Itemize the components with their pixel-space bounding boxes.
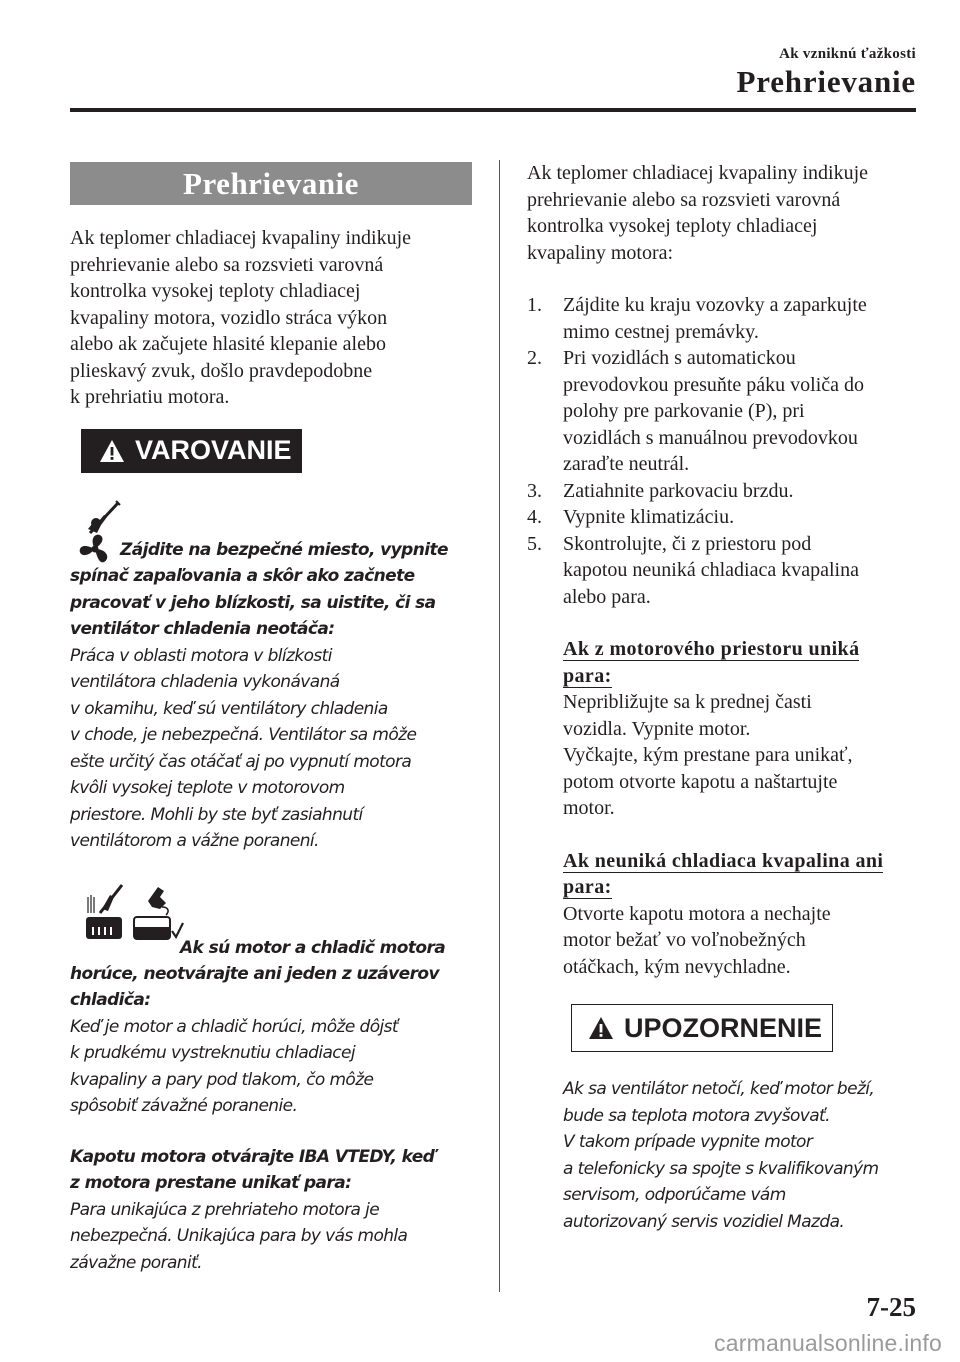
- step-text: kapotou neuniká chladiaca kvapalina: [563, 559, 859, 581]
- no-steam-instruction: motor bežať vo voľnobežných: [563, 929, 806, 951]
- intro-line: alebo ak začujete hlasité klepanie alebo: [70, 333, 386, 355]
- intro-line: kvapaliny motora, vozidlo stráca výkon: [70, 306, 388, 329]
- no-hand-icon: [84, 499, 122, 535]
- warning-3-body: Para unikajúca z prehriateho motora je: [70, 1199, 380, 1220]
- intro-line: k prehriatiu motora.: [70, 386, 230, 408]
- caution-label: [571, 1004, 833, 1052]
- warning-1-body: v okamihu, keď sú ventilátory chladenia: [70, 698, 388, 719]
- step-text: Zatiahnite parkovaciu brzdu.: [563, 479, 794, 502]
- warning-1-body: Práca v oblasti motora v blízkosti: [70, 645, 332, 666]
- warning-1-body: ventilátorom a vážne poranení.: [70, 831, 319, 851]
- steps-list: [527, 292, 919, 610]
- reservoir-hand-icon: [132, 883, 184, 941]
- warning-2-heading: chladiča:: [70, 990, 151, 1010]
- no-steam-instruction: otáčkach, kým nevychladne.: [563, 955, 791, 978]
- steam-instruction: Nepribližujte sa k prednej časti: [563, 691, 812, 713]
- step-text: Vypnite klimatizáciu.: [563, 506, 735, 528]
- warning-2-heading: horúce, neotvárajte ani jeden z uzáverov: [70, 963, 439, 984]
- caution-body: bude sa teplota motora zvyšovať.: [563, 1105, 830, 1126]
- warning-2-heading: Ak sú motor a chladič motora: [180, 937, 446, 958]
- warning-2-body: kvapaliny a pary pod tlakom, čo môže: [70, 1069, 374, 1090]
- intro-line: prehrievanie alebo sa rozsvieti varovná: [70, 253, 384, 276]
- page-number: 7-25: [866, 1292, 916, 1322]
- warning-2-body: spôsobiť závažné poranenie.: [70, 1096, 298, 1116]
- step-text: Skontrolujte, či z priestoru pod: [563, 532, 812, 555]
- watermark: carmanualsonline.info: [714, 1330, 942, 1356]
- step-item: [527, 292, 919, 345]
- step-text: prevodovkou presuňte páku voliča do: [563, 373, 865, 396]
- subheading-line: para:: [563, 876, 612, 898]
- step-item: [527, 478, 919, 505]
- caution-body: a telefonicky sa spojte s kvalifikovaným: [563, 1158, 879, 1179]
- warning-3-heading: z motora prestane unikať para:: [70, 1173, 352, 1193]
- caution-body: servisom, odporúčame vám: [563, 1185, 786, 1205]
- caution-body: autorizovaný servis vozidiel Mazda.: [563, 1211, 845, 1232]
- warning-1-body: ventilátora chladenia vykonávaná: [70, 672, 340, 692]
- header-chapter: Ak vzniknú ťažkosti: [779, 46, 916, 62]
- warning-2-body: Keď je motor a chladič horúci, môže dôjsť: [70, 1016, 398, 1037]
- step-text: Pri vozidlách s automatickou: [563, 347, 796, 369]
- intro-line: plieskavý zvuk, došlo pravdepodobne: [70, 359, 373, 382]
- warning-3-heading: Kapotu motora otvárajte IBA VTEDY, keď: [70, 1146, 435, 1167]
- subheading-line: Ak z motorového priestoru uniká: [563, 638, 860, 660]
- intro-line: kontrolka vysokej teploty chladiacej: [70, 280, 361, 302]
- step-number: 1.: [527, 294, 542, 316]
- subheading-no-steam: [563, 848, 919, 901]
- section-banner: Prehrievanie: [70, 162, 472, 205]
- warning-1-body: kvôli vysokej teplote v motorovom: [70, 778, 345, 798]
- warning-triangle-icon: [99, 439, 125, 463]
- fan-icon: [74, 531, 116, 567]
- warning-1-heading: ventilátor chladenia neotáča:: [70, 619, 335, 639]
- step-item: [527, 531, 919, 611]
- right-intro-line: kvapaliny motora:: [527, 241, 674, 264]
- warning-1-heading: pracovať v jeho blízkosti, sa uistite, či sa: [70, 592, 436, 613]
- caution-body: Ak sa ventilátor netočí, keď motor beží,: [563, 1079, 875, 1099]
- column-divider: [499, 160, 500, 1292]
- step-number: 5.: [527, 532, 542, 555]
- right-intro-line: Ak teplomer chladiacej kvapaliny indikuje: [527, 162, 868, 184]
- intro-line: Ak teplomer chladiacej kvapaliny indikuje: [70, 227, 411, 249]
- header-rule: [70, 108, 916, 112]
- warning-1-body: v chode, je nebezpečná. Ventilátor sa môže: [70, 725, 417, 745]
- caution-body: V takom prípade vypnite motor: [563, 1132, 813, 1152]
- subheading-line: Ak neuniká chladiaca kvapalina ani: [563, 849, 884, 872]
- caution-triangle-icon: [588, 1016, 614, 1040]
- subheading-line: para:: [563, 664, 612, 687]
- warning-3-body: závažne poraniť.: [70, 1252, 202, 1273]
- step-text: polohy pre parkovanie (P), pri: [563, 400, 805, 422]
- step-text: vozidlách s manuálnou prevodovkou: [563, 426, 858, 449]
- caution-label-text: UPOZORNENIE: [624, 1012, 823, 1043]
- subheading-steam: [563, 636, 919, 689]
- step-item: [527, 345, 919, 478]
- step-text: mimo cestnej premávky.: [563, 320, 759, 343]
- warning-2-body: k prudkému vystreknutiu chladiacej: [70, 1043, 356, 1063]
- steam-instruction: vozidla. Vypnite motor.: [563, 717, 751, 740]
- warning-label: [81, 429, 302, 473]
- step-number: 4.: [527, 506, 542, 528]
- step-text: Zájdite ku kraju vozovky a zaparkujte: [563, 294, 867, 316]
- warning-1-body: priestore. Mohli by ste byť zasiahnutí: [70, 804, 363, 825]
- right-column: [527, 160, 919, 1235]
- right-intro-line: prehrievanie alebo sa rozsvieti varovná: [527, 188, 841, 211]
- steam-instruction: motor.: [563, 797, 615, 819]
- step-text: zaraďte neutrál.: [563, 453, 690, 475]
- step-item: [527, 504, 919, 531]
- warning-3-body: nebezpečná. Unikajúca para by vás mohla: [70, 1226, 408, 1246]
- warning-1-heading: Zájdite na bezpečné miesto, vypnite: [120, 539, 448, 560]
- left-column: [70, 162, 472, 1276]
- header-section-title: Prehrievanie: [736, 64, 916, 99]
- warning-label-text: VAROVANIE: [135, 435, 292, 465]
- step-text: alebo para.: [563, 585, 651, 608]
- no-steam-instruction: Otvorte kapotu motora a nechajte: [563, 902, 831, 925]
- steam-instruction: Vyčkajte, kým prestane para unikať,: [563, 744, 853, 766]
- warning-1-body: ešte určitý čas otáčať aj po vypnutí motora: [70, 751, 412, 772]
- left-intro: [70, 225, 472, 411]
- warning-1-heading: spínač zapaľovania a skôr ako začnete: [70, 566, 415, 586]
- right-intro-line: kontrolka vysokej teploty chladiacej: [527, 215, 818, 237]
- radiator-no-hand-icon: [84, 883, 124, 941]
- step-number: 3.: [527, 479, 542, 502]
- steam-instruction: potom otvorte kapotu a naštartujte: [563, 770, 838, 793]
- step-number: 2.: [527, 347, 542, 369]
